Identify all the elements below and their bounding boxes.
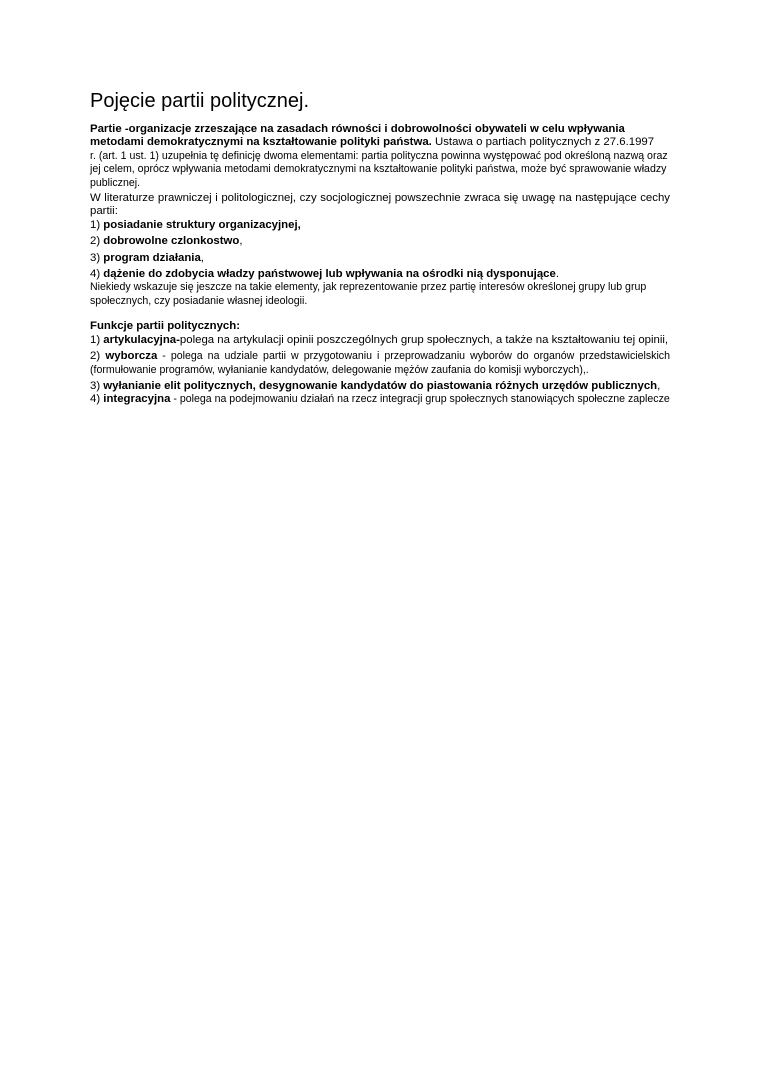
feature-item	[90, 235, 670, 248]
feature-rest: .	[555, 268, 560, 281]
definition-paragraph	[90, 123, 670, 190]
function-number: 4)	[90, 393, 104, 406]
feature-number: 4)	[90, 268, 104, 281]
feature-bold: program działania	[103, 251, 201, 264]
feature-number: 1)	[90, 218, 104, 231]
function-bold: artykulacyjna-	[103, 333, 180, 346]
feature-rest: ,	[239, 235, 243, 248]
function-rest: - polega na udziale partii w przygotowaniu i przeprowadzaniu wyborów do organów przedstawicielskich (formułowanie programów, wyłanianie kandydatów, delegowanie mężów zaufania do komisji wyborczych),.	[90, 350, 670, 376]
function-rest: ,	[657, 379, 661, 392]
document-page	[90, 88, 670, 407]
page-title: Pojęcie partii politycznej.	[90, 90, 309, 112]
functions-heading: Funkcje partii politycznych:	[90, 320, 241, 333]
definition-note: r. (art. 1 ust. 1) uzupełnia tę definicję dwoma elementami: partia polityczna powinna występować pod określoną nazwą oraz jej celem, oprócz wpływania metodami demokratycznymi na kształtowanie polityki państwa, może być sprawowanie władzy publicznej.	[90, 149, 668, 189]
extra-note: Niekiedy wskazuje się jeszcze na takie elementy, jak reprezentowanie przez partię interesów określonej grupy lub grup społecznych, czy posiadanie własnej ideologii.	[90, 281, 647, 307]
feature-bold: dobrowolne czlonkostwo	[103, 235, 240, 248]
feature-rest: ,	[200, 251, 204, 264]
function-item	[90, 380, 670, 393]
function-rest: - polega na podejmowaniu działań na rzecz integracji grup społecznych stanowiących społeczne zaplecze	[170, 393, 670, 406]
function-item	[90, 350, 670, 377]
function-item	[90, 393, 670, 406]
function-number: 1)	[90, 333, 104, 346]
function-bold: wyborcza	[105, 350, 158, 363]
function-bold: wyłanianie elit politycznych, desygnowanie kandydatów do piastowania różnych urzędów publicznych	[103, 379, 658, 392]
function-bold: integracyjna	[103, 393, 171, 406]
feature-item	[90, 219, 670, 232]
function-rest: polega na artykulacji opinii poszczególnych grup społecznych, a także na kształtowaniu tej opinii,	[179, 333, 669, 346]
function-item	[90, 334, 670, 347]
function-number: 2)	[90, 350, 106, 363]
feature-number: 3)	[90, 251, 104, 264]
definition-bold: Partie -organizacje zrzeszające na zasadach równości i dobrowolności obywateli w celu wpływania metodami demokratycznymi na kształtowanie polityki państwa.	[90, 123, 625, 149]
feature-number: 2)	[90, 235, 104, 248]
feature-item	[90, 252, 670, 265]
function-number: 3)	[90, 379, 104, 392]
feature-bold: posiadanie struktury organizacyjnej,	[103, 218, 301, 231]
definition-law-reference: Ustawa o partiach politycznych z 27.6.1997	[431, 136, 655, 149]
feature-item	[90, 268, 670, 281]
feature-bold: dążenie do zdobycia władzy państwowej lub wpływania na ośrodki nią dysponujące	[103, 268, 556, 281]
literature-intro: W literaturze prawniczej i politologicznej, czy socjologicznej powszechnie zwraca się uwagę na następujące cechy partii:	[90, 192, 670, 218]
